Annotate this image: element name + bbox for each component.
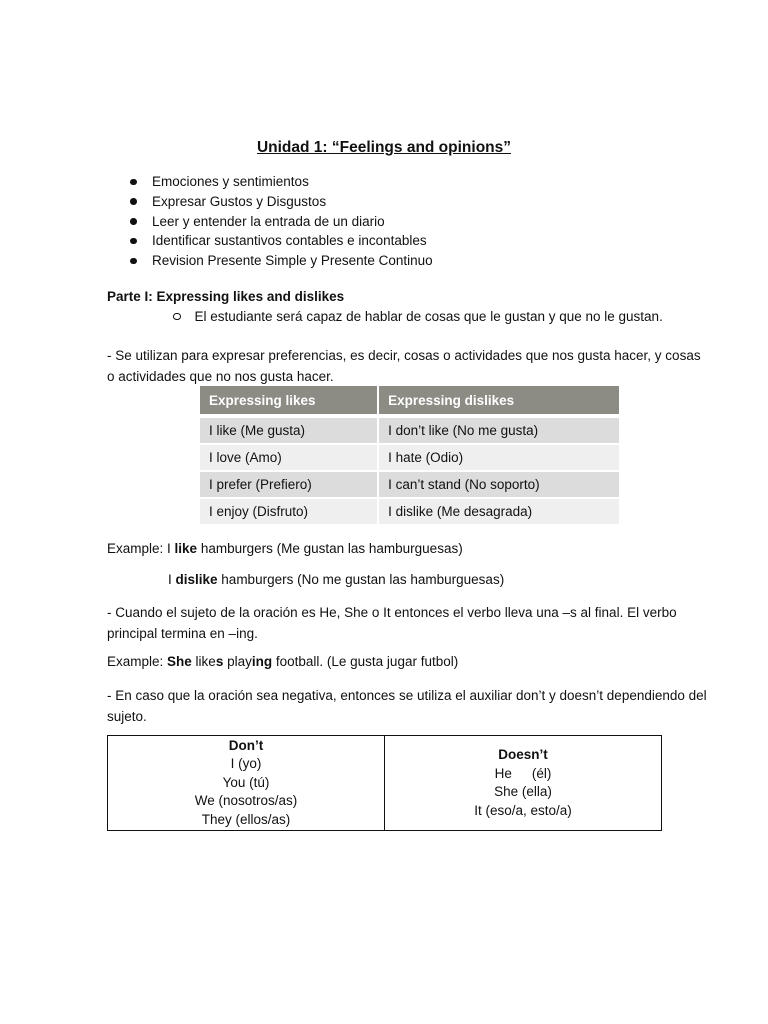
- paragraph-likes-intro: - Se utilizan para expresar preferencias, es decir, cosas o actividades que nos gusta hacer, y cosas o actividades que no nos gusta hacer.: [107, 348, 701, 384]
- bullet-dot-icon: [130, 258, 137, 265]
- objective-item: Identificar sustantivos contables e incontables: [130, 231, 433, 251]
- pronoun-item: It (eso/a, esto/a): [474, 802, 572, 818]
- likes-dislikes-table: [200, 386, 619, 526]
- hollow-bullet-icon: [173, 313, 181, 321]
- table-row: [200, 445, 619, 472]
- objectives-list: [130, 172, 433, 271]
- table-cell: I can’t stand (No soporto): [379, 472, 619, 499]
- dont-heading: Don’t: [228, 737, 264, 753]
- pronoun-item: We (nosotros/as): [194, 793, 298, 809]
- table-row: [200, 472, 619, 499]
- table-cell: I hate (Odio): [379, 445, 619, 472]
- section-objective: El estudiante será capaz de hablar de cosas que le gustan y que no le gustan.: [173, 309, 663, 324]
- doesnt-heading: Doesn’t: [498, 747, 548, 762]
- bullet-dot-icon: [130, 218, 137, 225]
- pronoun-item: You (tú): [222, 774, 270, 790]
- bullet-dot-icon: [130, 179, 137, 186]
- example-dislike: I dislike hamburgers (No me gustan las hamburguesas): [168, 572, 505, 587]
- table-cell: I like (Me gusta): [200, 418, 379, 445]
- auxiliary-table: [107, 735, 662, 831]
- table-row: [200, 499, 619, 526]
- example-like: Example: I like hamburgers (Me gustan las hamburguesas): [107, 541, 463, 556]
- paragraph-third-person: - Cuando el sujeto de la oración es He, She o It entonces el verbo lleva una –s al final. El verbo principal termina en –ing.: [107, 605, 677, 641]
- objective-item: Leer y entender la entrada de un diario: [130, 212, 433, 232]
- objective-item: Revision Presente Simple y Presente Continuo: [130, 251, 433, 271]
- header-dislikes: Expressing dislikes: [379, 386, 619, 418]
- page-title: Unidad 1: “Feelings and opinions”: [256, 139, 512, 156]
- objective-item: Emociones y sentimientos: [130, 172, 433, 192]
- section-heading: Parte I: Expressing likes and dislikes: [107, 289, 345, 304]
- pronoun-item: I (yo): [230, 756, 262, 772]
- pronoun-item: He (él): [494, 765, 552, 781]
- table-cell: I don’t like (No me gusta): [379, 418, 619, 445]
- table-cell: I enjoy (Disfruto): [200, 499, 379, 526]
- example-she: Example: She likes playing football. (Le gusta jugar futbol): [107, 654, 459, 669]
- bullet-dot-icon: [130, 198, 137, 205]
- table-row: [108, 736, 662, 831]
- paragraph-negative: - En caso que la oración sea negativa, entonces se utiliza el auxiliar don’t y doesn’t dependiendo del sujeto.: [107, 688, 707, 724]
- table-row: [200, 418, 619, 445]
- table-cell: I dislike (Me desagrada): [379, 499, 619, 526]
- doesnt-cell: [385, 736, 662, 831]
- header-likes: Expressing likes: [200, 386, 379, 418]
- objective-item: Expresar Gustos y Disgustos: [130, 192, 433, 212]
- pronoun-item: She (ella): [494, 784, 552, 799]
- table-cell: I love (Amo): [200, 445, 379, 472]
- table-header-row: [200, 386, 619, 418]
- dont-cell: [108, 736, 385, 831]
- bullet-dot-icon: [130, 238, 137, 245]
- table-cell: I prefer (Prefiero): [200, 472, 379, 499]
- pronoun-item: They (ellos/as): [201, 811, 291, 827]
